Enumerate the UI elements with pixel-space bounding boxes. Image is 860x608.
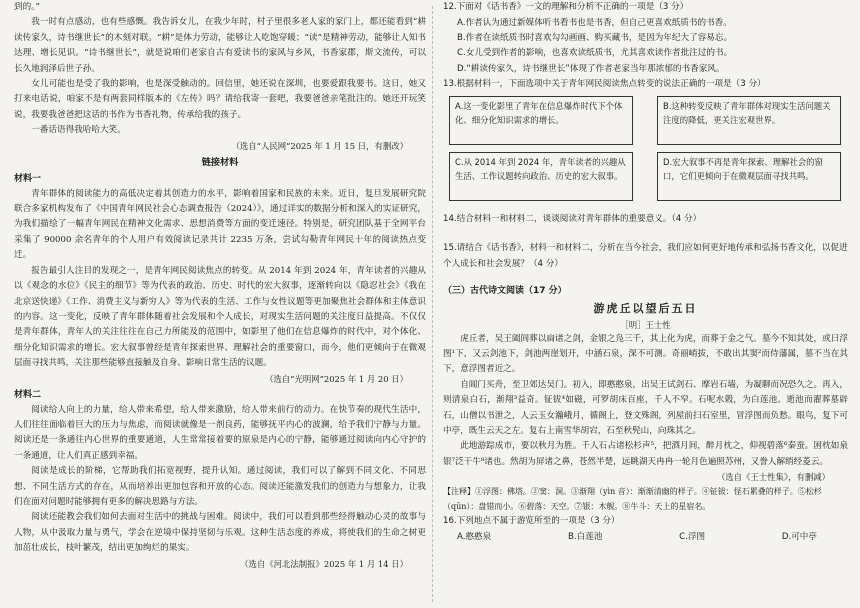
essay-paragraph: 女儿可能也是受了我的影响，也是深受触动的。回信里，她还说在深圳，也要爱跟我要书。这日，她又打来电话说，咱家不是有两套同样版本的《左传》吗？请给我寄一套吧，我要爸爸亲笔批注的。她还开玩笑说，我要我爸爸把这话的书作为书香礼物，传承给我的孩子。 bbox=[14, 79, 426, 120]
question-13-option-box: B.这种转变反映了青年群体对现实生活问题关注度的降低，更关注宏观世界。 bbox=[657, 96, 841, 145]
poem-source: （选自《王士性集》，有删减） bbox=[716, 472, 830, 483]
question-13-option-box: C.从 2014 年到 2024 年，青年读者的兴趣从生活、工作议题转向政治、历史的宏大叙事。 bbox=[449, 152, 633, 201]
question-16: 16.下列地点不属于游览所至的一项是（3 分） bbox=[443, 516, 620, 527]
essay-paragraph: 我一时有点感动，也有些感慨。我告诉女儿，在我少年时，村子里很多老人家的家门上，都还能看到“耕读传家久，诗书继世长”的木刻对联。“耕”是体力劳动，能够让人吃饱穿暖；“读”是精神劳动，能够让人知书达理、增长见识。“诗书继世长”，就是说咱们老家自古有爱读书的家风与乡风，书香家郡，斯文流传，可以长久地润泽后世子孙。 bbox=[14, 17, 426, 74]
left-column bbox=[14, 0, 426, 608]
material-one-paragraph: 报告最引人注目的发现之一，是青年网民阅读焦点的转变。从 2014 年到 2024 年，青年读者的兴趣从以《观念的水位》《民主的细节》等为代表的政治、历史、时代的宏大叙事，逐渐转向以《隐忍社会》《我在北京送快递》《工作、消费主义与新穷人》等为代表的生活、工作与女性议题等更加聚焦社会群体和主体意识的内容。这一变化，反映了青年群体随着社会发展和个人成长，对现实生活问题的关注度日益提高。不仅仅是青年群体，青年人的关注往往在自己力所能及的范围中，如影里了他们在信息爆炸的时代中，对个体化、细分化知识需求的增长。宏大叙事曾经是青年探索世界、理解社会的重要窗口，而今，他们更倾向于在微观层面寻找共鸣，关注那些能够直接触及自身、影响日常生活的议题。 bbox=[14, 265, 426, 369]
material-one-paragraph: 青年群体的阅读能力的高低决定着其创造力的水平，影响着国家和民族的未来。近日，复旦发展研究院联合多家机构发布了《中国青年网民社会心态调查报告（2024）》，通过详实的数据分析和深入的实证研究，为我们描绘了一幅青年网民在精神文化需求、思想消费等方面的变迁速径。特别是，研究团队基于全网平台采集了 90000 余名青年的个人用户有效阅读记录共计 2235 万条，尝试勾勒青年网民十年的阅读热点变迁。 bbox=[14, 188, 426, 261]
poem-paragraph: 虎丘者，吴王阖闾葬以扁诸之剑，金银之凫三千，其上化为虎，而葬于金之气。墓今不知其处，或曰浮图¹下，又云剑池下，剑池两崖划开，中涵石泉，深不可测。奇丽峭拔，不敢出其窦²而侍藩属，墓不当在其下，意浮图者近之。 bbox=[443, 333, 848, 375]
right-column bbox=[443, 0, 848, 608]
question-16-option: A.憨憨泉 bbox=[457, 531, 492, 542]
question-12-option: B.作者在读纸质书时喜欢勾勾画画、购买藏书，是因为年纪大了容易忘。 bbox=[457, 33, 733, 43]
material-two-paragraph: 阅读给人向上的力量，给人带来希望，给人带来激励，给人带来前行的动力。在快节奏的现代生活中，人们往往面临着巨大的压力与焦虑，而阅读就像是一剂良药，能够抚平内心的波澜，给予我们宁静与力量。阅读还是一条通往内心世界的重要通道，人生常常接着要的原泉是内心的宁静，能够通过阅读向内心守护的一条通道，让人们真正感到幸福。 bbox=[14, 404, 426, 461]
question-13-option-box: A.这一变化影里了青年在信息爆炸时代下个体化、细分化知识需求的增长。 bbox=[449, 96, 633, 145]
question-16-option: B.白莲池 bbox=[568, 531, 603, 542]
question-12-option: D.“耕读传家久，诗书继世长”体现了作者老家当年那浓郁的书香家风。 bbox=[457, 63, 725, 74]
question-15: 15.请结合《话书香》，材料一和材料二，分析在当今社会，我们应如何更好地传承和弘扬书香文化，以促进个人成长和社会发展？（4 分） bbox=[443, 243, 848, 269]
material-two-paragraph: 阅读是成长的阶梯，它帮助我们拓宽视野，提升认知。通过阅读，我们可以了解到不同文化、不同思想、不同生活方式的存在，从而培养出更加包容和开放的心态。阅读还能激发我们的创造力与想象力，让我们在面对问题时能够拥有更多的解决思路与方法。 bbox=[14, 466, 426, 507]
poem-author: ［明］王士性 bbox=[620, 319, 671, 330]
poem-paragraph: 自阊门买舟，至卫郊达吴门。初入，即憨憨泉，出吴王试剑石、摩岩石墙，为凝聊而况恐久之。再入，则清泉白石，渐翔³益奇。钲钹⁴如磁，可罗胡床百座，千人不窄。石呢水榖，为白莲池。逝池而濯葬墓辟石，山僧以书泄之，人云玉女瀚峨月，循阁上，登文殊阁，列屋前扫石室里，冒浮图而负愁。眼鸟，复下可中亭，既生云天之左。复右上南雪华胡宕，石至秋髡山，向珠其之。 bbox=[443, 379, 848, 437]
question-13-option-boxes bbox=[449, 96, 841, 208]
essay-source: （选自“人民网”2025 年 1 月 15 日，有删改） bbox=[231, 140, 408, 151]
material-two-source: （选自《河北法制报》2025 年 1 月 14 日） bbox=[240, 558, 408, 569]
question-16-options bbox=[443, 530, 817, 545]
question-12: 12.下面对《话书香》一文的理解和分析不正确的一项是（3 分） bbox=[443, 2, 689, 12]
question-12-option: A.作者认为通过新媒体听书看书也是书香，但自己更喜欢纸质书的书香。 bbox=[457, 17, 732, 28]
column-divider bbox=[432, 6, 433, 602]
poem-notes: 【注释】①浮图：佛塔。②窦：洞。③渐翔（yìn 音）：渐渐清幽的样子。④钲钹：怪石累叠的样子。⑤松杉（qūn）：盘错而小。⑥碧落：天空。⑦银：木舰。⑧牛斗：天上的星宿名。 bbox=[443, 487, 822, 511]
material-one-heading: 材料一 bbox=[14, 173, 42, 184]
question-16-option: C.浮图 bbox=[679, 531, 706, 542]
link-material-heading: 链接材料 bbox=[201, 156, 239, 168]
question-16-option: D.可中亭 bbox=[781, 531, 817, 542]
question-13-option-box: D.宏大叙事不再是青年探索、理解社会的窗口，它们更倾向于在微观层面寻找共鸣。 bbox=[657, 152, 841, 201]
poem-title: 游虎丘以望后五日 bbox=[593, 301, 698, 315]
section-three-heading: （三）古代诗文阅读（17 分） bbox=[443, 285, 567, 296]
poem-paragraph: 此地游踪成市，要以秋月为胜。千人石占诸松杉声⁵，把酒月间，醉月枕之，仰视碧落⁶秦蚕。困枕如泉银⁷泛干牛⁸诸也。然胡为屏诸之鼻，苍然半楚，远眺湖天冉冉一轮月色遍照苏州，又誊人解绡经菱云。 bbox=[443, 441, 848, 467]
essay-paragraph: 一番话语得我哈哈大笑。 bbox=[31, 125, 126, 136]
material-one-source: （选自“光明网”2025 年 1 月 20 日） bbox=[265, 373, 408, 384]
question-13: 13.根据材料一，下面选项中关于青年网民阅读焦点转变的说法正确的一项是（3 分） bbox=[443, 79, 766, 90]
question-14: 14.结合材料一和材料二，谈谈阅读对青年群体的重要意义。（4 分） bbox=[443, 213, 702, 224]
material-two-heading: 材料二 bbox=[14, 389, 42, 400]
material-two-paragraph: 阅读还能教会我们如何去面对生活中的挑战与困难。阅读中，我们可以看到那些经得触动心灵的故事与人物，从中汲取力量与勇气，学会在逆境中保持坚韧与乐观。这种生活态度的养成，将使我们的生命之树更加茁壮成长，枝叶繁茂，结出更加绚烂的果实。 bbox=[14, 512, 426, 554]
question-12-option: C.女儿受到作者的影响，也喜欢读纸质书，尤其喜欢读作者批注过的书。 bbox=[457, 48, 733, 59]
intro-line: 到的。” bbox=[14, 2, 40, 12]
